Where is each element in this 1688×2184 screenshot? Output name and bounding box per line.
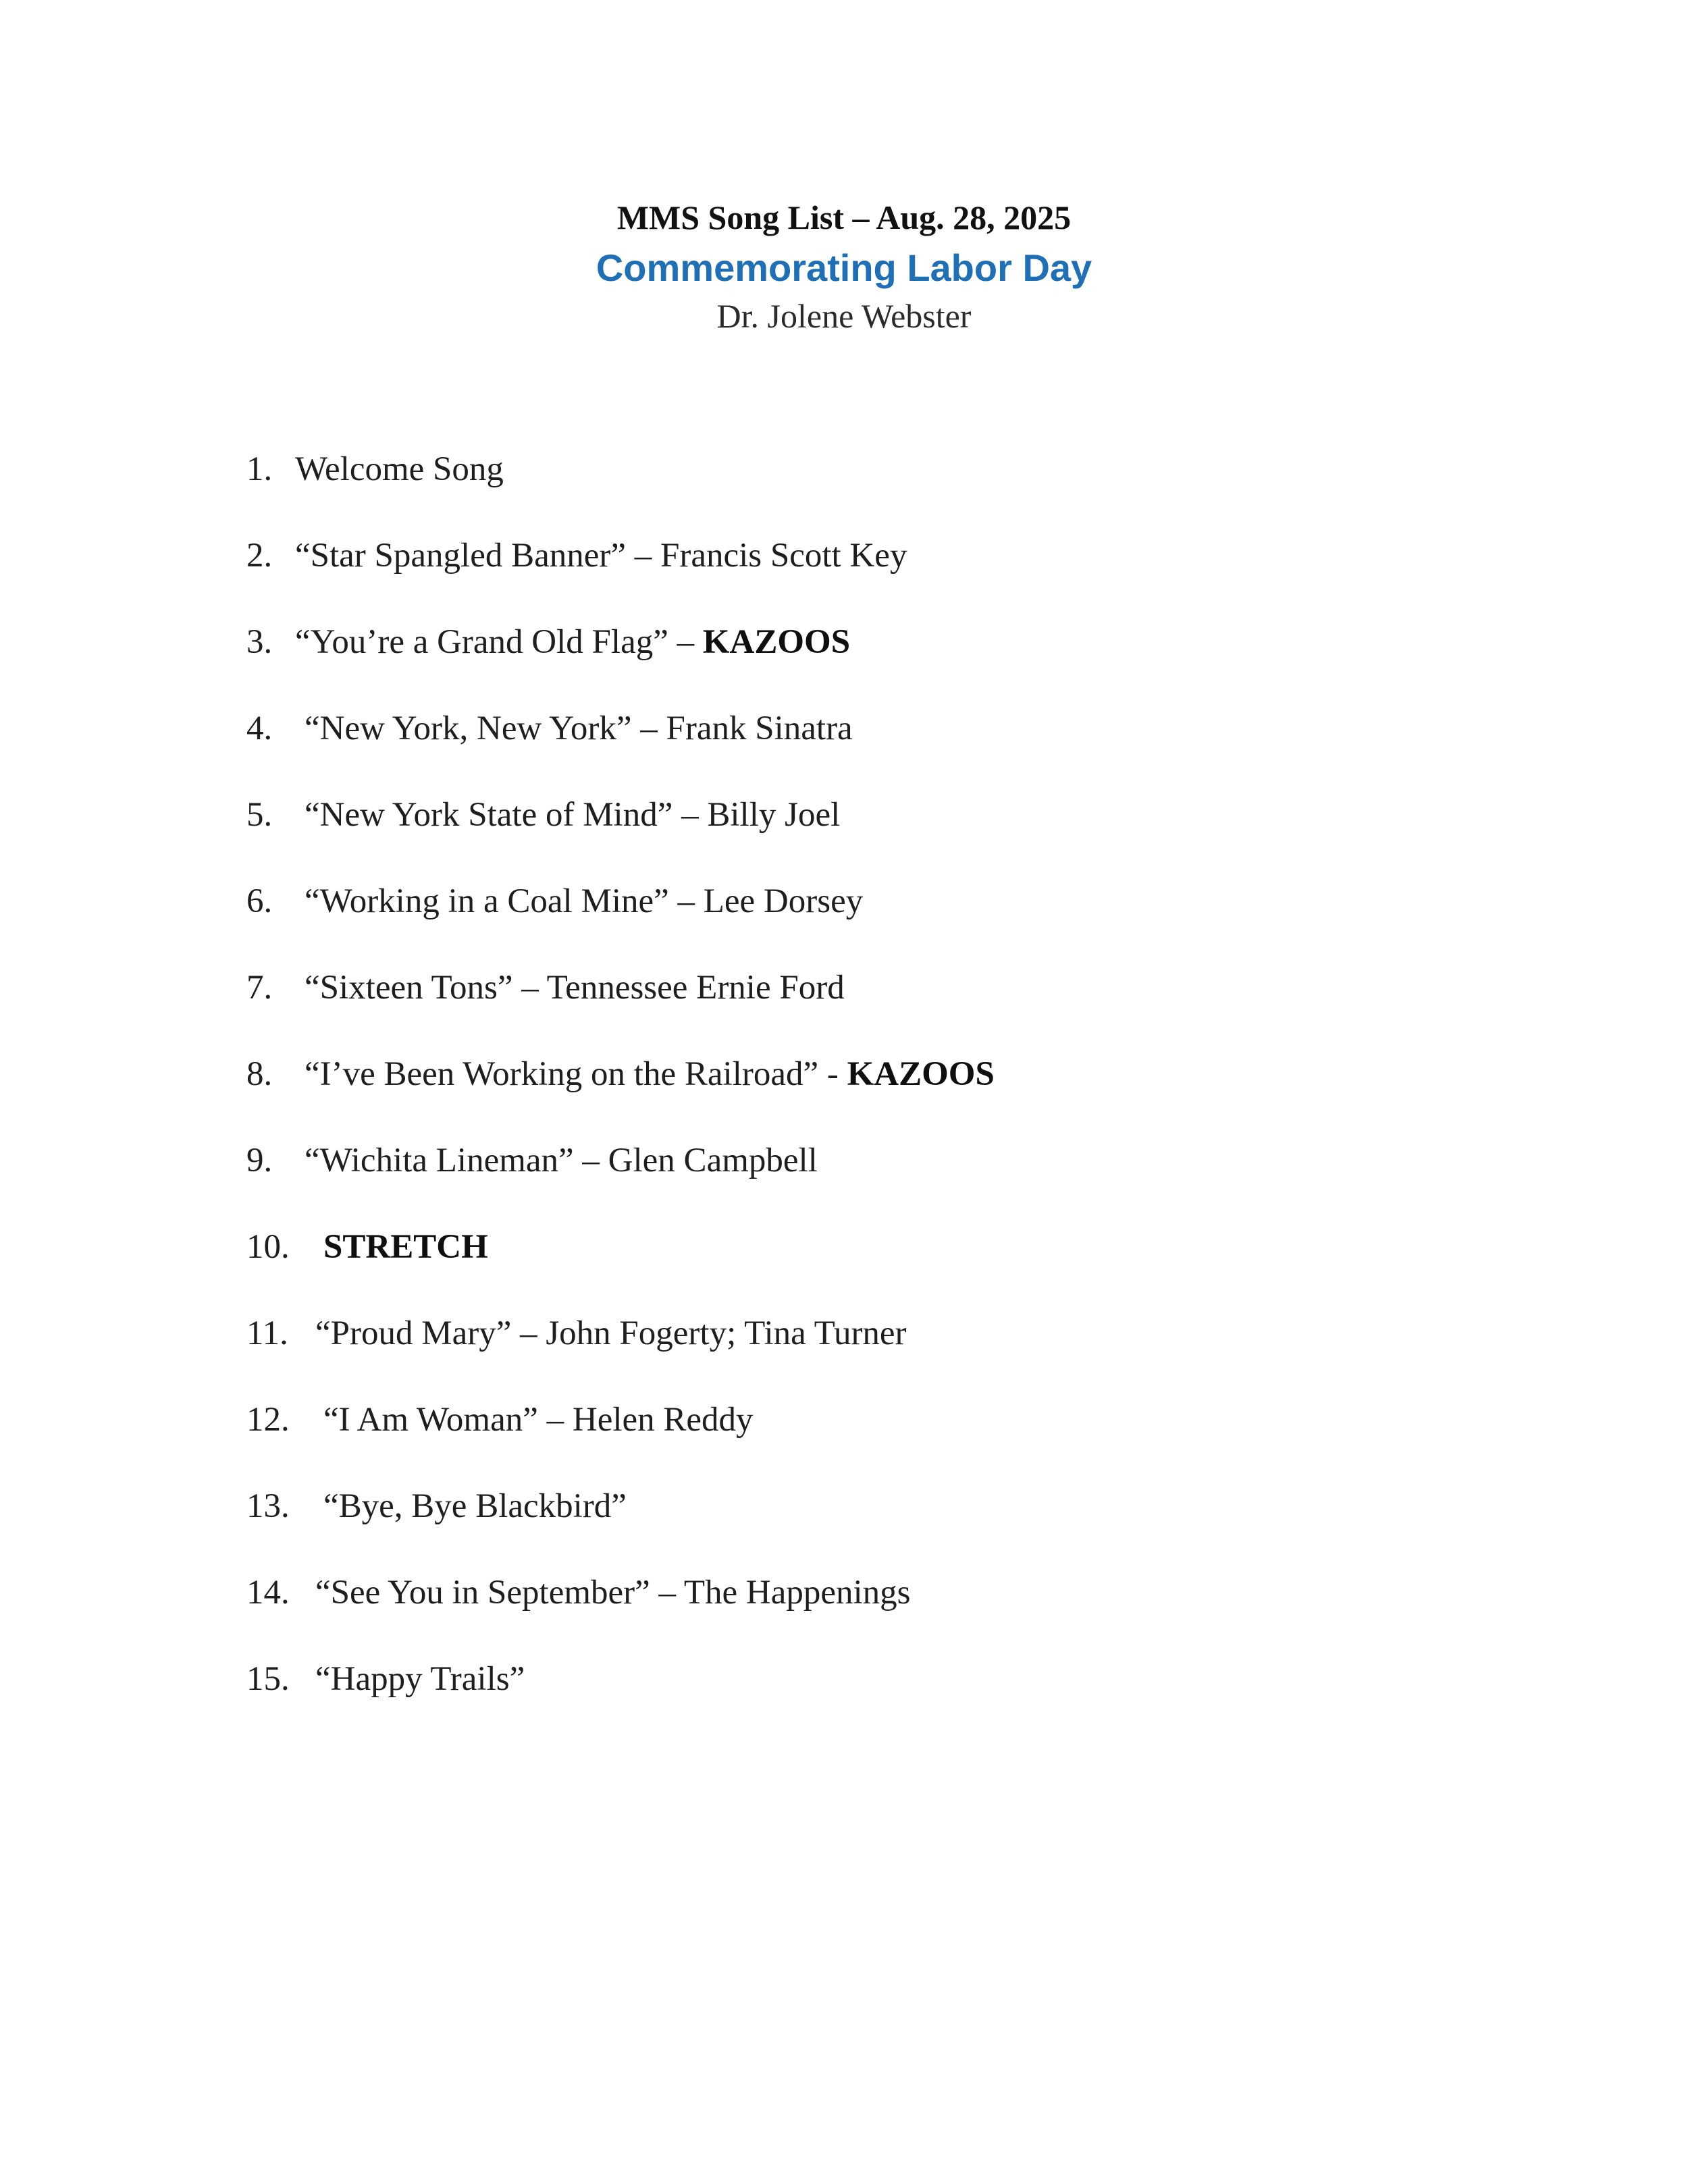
song-text: “Star Spangled Banner” – Francis Scott Key <box>295 537 907 575</box>
song-note: STRETCH <box>323 1228 488 1266</box>
song-number: 13. <box>246 1487 290 1525</box>
song-number: 5. <box>246 796 273 834</box>
song-number: 7. <box>246 969 273 1007</box>
song-number: 14. <box>246 1574 290 1612</box>
document-subtitle: Commemorating Labor Day <box>596 246 1092 289</box>
song-number: 8. <box>246 1055 273 1093</box>
song-text: “See You in September” – The Happenings <box>315 1574 911 1612</box>
song-text: “Sixteen Tons” – Tennessee Ernie Ford <box>305 969 845 1007</box>
song-text: “Proud Mary” – John Fogerty; Tina Turner <box>315 1314 907 1352</box>
song-text: “Working in a Coal Mine” – Lee Dorsey <box>305 882 864 920</box>
song-item <box>246 880 863 923</box>
song-number: 11. <box>246 1314 288 1352</box>
song-text: “New York, New York” – Frank Sinatra <box>305 710 853 747</box>
song-item <box>246 1225 488 1269</box>
song-number: 6. <box>246 882 273 920</box>
song-number: 3. <box>246 623 273 661</box>
song-item <box>246 1485 627 1528</box>
song-note: KAZOOS <box>702 623 851 661</box>
song-item <box>246 1398 754 1441</box>
song-text: “Bye, Bye Blackbird” <box>323 1487 627 1525</box>
song-text <box>305 1053 995 1096</box>
song-number: 2. <box>246 537 273 575</box>
song-number: 10. <box>246 1228 290 1266</box>
song-item <box>246 966 845 1009</box>
song-text: Welcome Song <box>295 450 504 488</box>
song-title: “I’ve Been Working on the Railroad” - <box>305 1055 847 1093</box>
document-title: MMS Song List – Aug. 28, 2025 <box>616 198 1072 236</box>
song-item <box>246 1139 818 1182</box>
document-author: Dr. Jolene Webster <box>716 297 972 335</box>
song-item <box>246 620 850 664</box>
song-item <box>246 707 853 750</box>
song-text: “New York State of Mind” – Billy Joel <box>305 796 841 834</box>
song-item <box>246 448 504 491</box>
song-title: “You’re a Grand Old Flag” – <box>295 623 703 661</box>
song-text: “I Am Woman” – Helen Reddy <box>323 1401 754 1439</box>
song-number: 4. <box>246 710 273 747</box>
song-note: KAZOOS <box>847 1055 995 1093</box>
song-item <box>246 534 907 577</box>
song-item <box>246 1053 995 1096</box>
song-item <box>246 793 840 836</box>
song-text: “Wichita Lineman” – Glen Campbell <box>305 1142 818 1179</box>
song-number: 15. <box>246 1660 290 1698</box>
song-item <box>246 1657 525 1701</box>
song-item <box>246 1312 907 1355</box>
song-text <box>295 620 850 664</box>
song-text: “Happy Trails” <box>315 1660 525 1698</box>
song-number: 9. <box>246 1142 273 1179</box>
song-number: 1. <box>246 450 273 488</box>
song-number: 12. <box>246 1401 290 1439</box>
song-item <box>246 1571 911 1614</box>
